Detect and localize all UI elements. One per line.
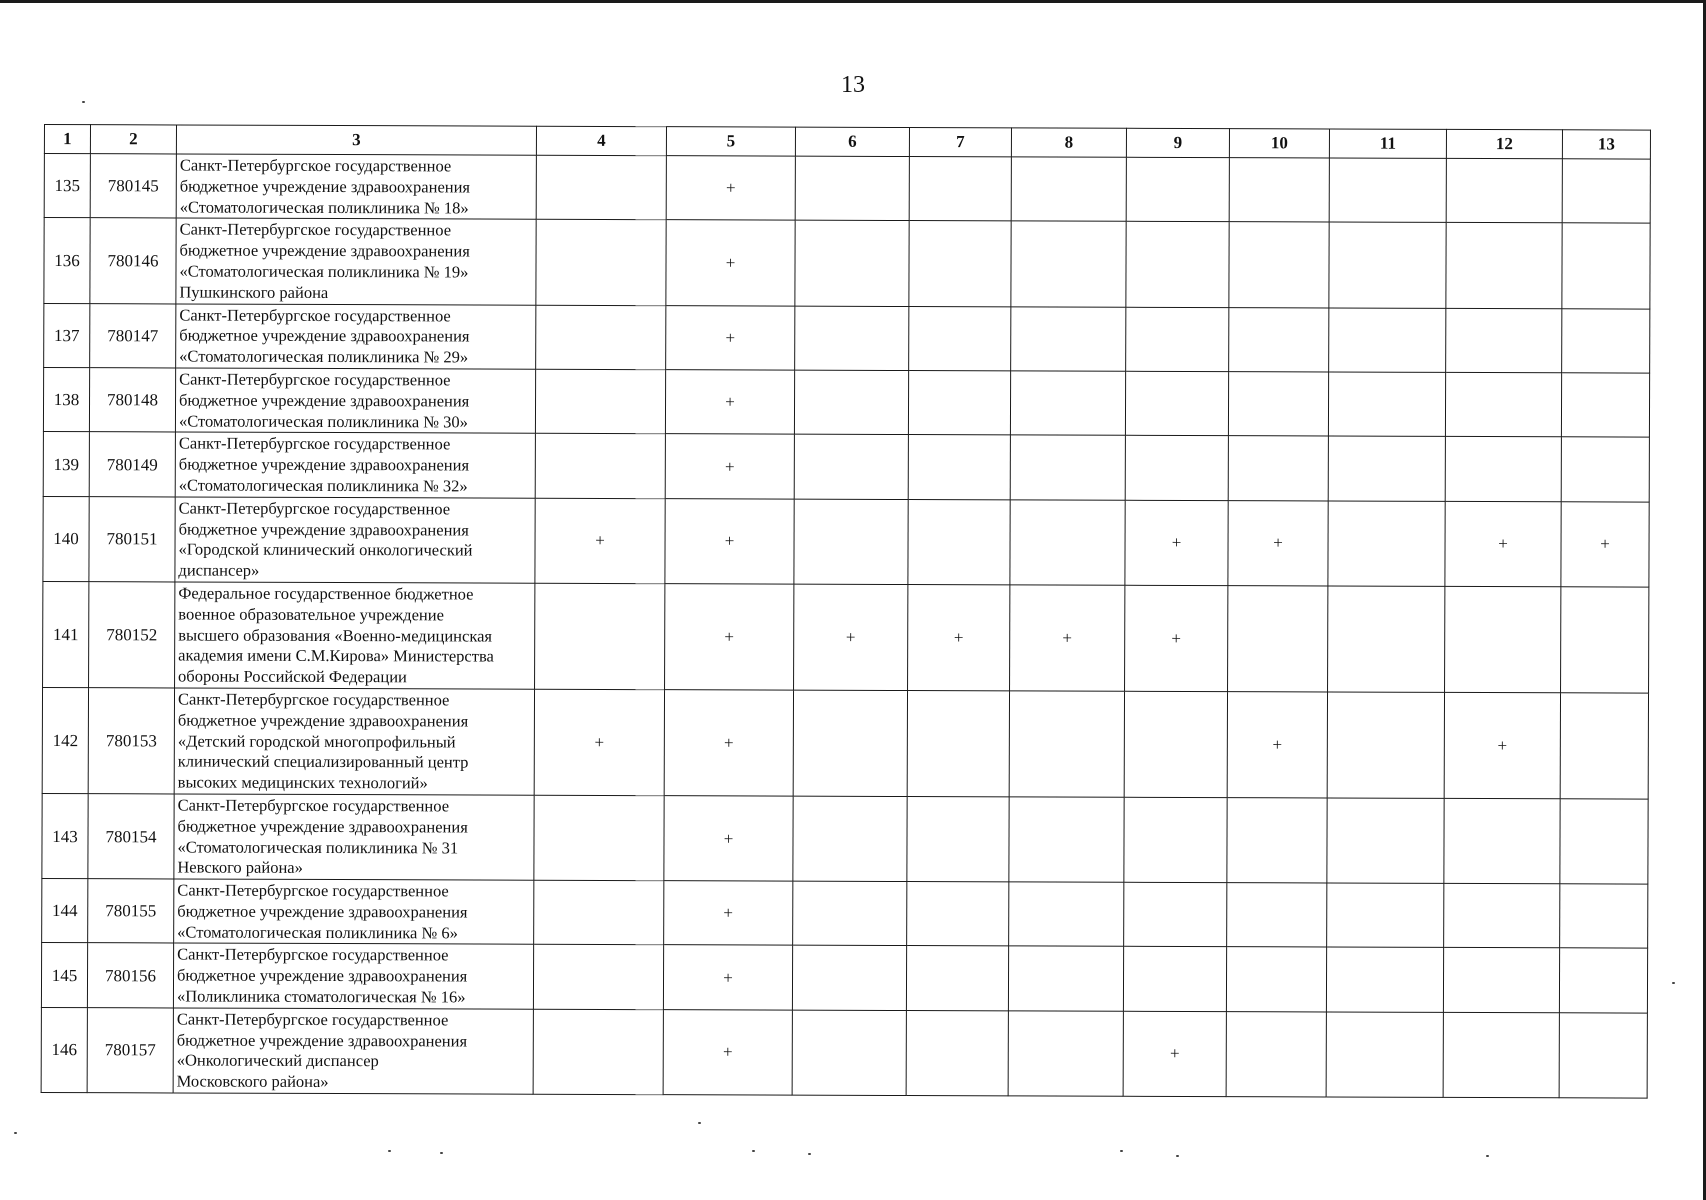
mark-cell xyxy=(908,435,1010,500)
organization-name-cell: Санкт-Петербургское государственное бюджетное учреждение здравоохранения «Стоматологическая поликлиника № 32» xyxy=(175,432,535,498)
registry-code-cell: 780154 xyxy=(88,794,174,879)
mark-cell: + xyxy=(1123,1011,1226,1097)
mark-cell: + xyxy=(665,434,794,499)
mark-cell xyxy=(1227,798,1327,884)
mark-cell xyxy=(906,946,1008,1011)
mark-cell: + xyxy=(666,156,795,221)
mark-cell: + xyxy=(666,220,795,306)
mark-cell xyxy=(1443,948,1559,1013)
mark-cell xyxy=(1562,308,1650,373)
mark-cell xyxy=(536,220,666,306)
mark-cell xyxy=(1445,586,1561,692)
organization-name-cell: Санкт-Петербургское государственное бюджетное учреждение здравоохранения «Стоматологическая поликлиника № 29» xyxy=(176,304,536,370)
mark-cell xyxy=(1444,798,1560,884)
col-header: 13 xyxy=(1562,130,1650,159)
organization-name-cell: Санкт-Петербургское государственное бюджетное учреждение здравоохранения «Городской клинический онкологический диспансер» xyxy=(175,497,535,583)
mark-cell xyxy=(1443,1012,1559,1098)
scan-speck xyxy=(82,101,85,103)
mark-cell xyxy=(1011,221,1126,307)
mark-cell: + xyxy=(1228,500,1328,586)
mark-cell: + xyxy=(1561,502,1649,587)
mark-cell xyxy=(794,370,908,435)
mark-cell xyxy=(1327,692,1444,798)
registry-code-cell: 780156 xyxy=(87,943,173,1008)
mark-cell xyxy=(1229,307,1329,372)
col-header: 4 xyxy=(536,126,666,155)
scan-speck xyxy=(1672,982,1675,984)
mark-cell xyxy=(908,499,1010,585)
mark-cell xyxy=(909,306,1011,371)
col-header: 9 xyxy=(1126,128,1229,157)
mark-cell xyxy=(907,882,1009,947)
registry-code-cell: 780145 xyxy=(90,154,176,219)
registry-code-cell: 780148 xyxy=(89,368,175,433)
mark-cell xyxy=(1229,222,1329,308)
row-number-cell: 137 xyxy=(44,303,90,368)
mark-cell: + xyxy=(663,945,792,1010)
mark-cell: + xyxy=(908,584,1010,690)
scan-speck xyxy=(14,1132,17,1134)
mark-cell xyxy=(1011,306,1126,371)
mark-cell xyxy=(794,434,908,499)
page-number: 13 xyxy=(841,72,865,98)
registry-code-cell: 780147 xyxy=(90,303,176,368)
row-number-cell: 140 xyxy=(43,496,89,581)
mark-cell: + xyxy=(534,689,664,795)
organization-name-cell: Санкт-Петербургское государственное бюджетное учреждение здравоохранения «Поликлиника стоматологическая № 16» xyxy=(173,943,533,1009)
row-number-cell: 142 xyxy=(42,687,88,793)
mark-cell xyxy=(1126,157,1229,222)
mark-cell xyxy=(1561,437,1649,502)
mark-cell xyxy=(1126,222,1229,308)
mark-cell xyxy=(535,583,665,689)
mark-cell xyxy=(1123,947,1226,1012)
mark-cell xyxy=(1561,587,1649,693)
table-row xyxy=(41,943,1647,1013)
table-row xyxy=(43,581,1649,693)
table-row xyxy=(43,496,1649,587)
scan-edge-top xyxy=(0,0,1706,3)
mark-cell: + xyxy=(665,370,794,435)
mark-cell: + xyxy=(666,305,795,370)
row-number-cell: 146 xyxy=(41,1007,87,1092)
organization-name-cell: Санкт-Петербургское государственное бюджетное учреждение здравоохранения «Стоматологическая поликлиника № 18» xyxy=(176,154,536,220)
row-number-cell: 144 xyxy=(42,879,88,944)
mark-cell xyxy=(908,370,1010,435)
mark-cell: + xyxy=(665,498,794,584)
mark-cell xyxy=(534,795,664,881)
mark-cell xyxy=(793,690,907,796)
organization-name-cell: Санкт-Петербургское государственное бюджетное учреждение здравоохранения «Стоматологическая поликлиника № 31 Невского района» xyxy=(174,794,534,880)
mark-cell xyxy=(1125,436,1228,501)
col-header: 12 xyxy=(1446,129,1562,158)
mark-cell xyxy=(1329,222,1446,308)
mark-cell xyxy=(534,880,664,945)
col-header: 5 xyxy=(666,127,795,156)
mark-cell xyxy=(794,499,908,585)
mark-cell: + xyxy=(664,796,793,882)
mark-cell xyxy=(1228,436,1328,501)
mark-cell xyxy=(1011,157,1126,222)
registry-code-cell: 780157 xyxy=(87,1008,173,1093)
mark-cell: + xyxy=(1445,501,1561,587)
mark-cell xyxy=(536,305,666,370)
mark-cell: + xyxy=(664,881,793,946)
col-header: 7 xyxy=(909,128,1011,157)
row-number-cell: 136 xyxy=(44,218,90,303)
scan-speck xyxy=(440,1152,443,1154)
mark-cell xyxy=(1329,308,1446,373)
mark-cell xyxy=(1445,437,1561,502)
mark-cell xyxy=(1559,1013,1647,1098)
mark-cell xyxy=(536,155,666,220)
registry-code-cell: 780153 xyxy=(88,688,174,794)
mark-cell xyxy=(1124,882,1227,947)
organization-name-cell: Санкт-Петербургское государственное бюджетное учреждение здравоохранения «Стоматологическая поликлиника № 19» Пушкинского района xyxy=(176,218,536,304)
table-row xyxy=(42,879,1648,949)
scan-speck xyxy=(1120,1150,1123,1152)
mark-cell: + xyxy=(794,584,908,690)
mark-cell: + xyxy=(1444,692,1560,798)
mark-cell xyxy=(795,156,909,221)
mark-cell: + xyxy=(1125,500,1228,586)
col-header: 3 xyxy=(176,125,536,155)
organization-name-cell: Федеральное государственное бюджетное военное образовательное учреждение высшего образования «Военно-медицинская академия имени С.М.Кирова» Министерства обороны Российской Федерации xyxy=(175,582,535,689)
table-row xyxy=(41,1007,1647,1098)
mark-cell xyxy=(1009,691,1124,797)
table-row xyxy=(43,432,1649,502)
organization-name-cell: Санкт-Петербургское государственное бюджетное учреждение здравоохранения «Детский городской многопрофильный клинический специализированный центр высоких медицинских технологий» xyxy=(174,688,534,795)
register-body xyxy=(41,154,1650,1099)
row-number-cell: 143 xyxy=(42,793,88,878)
mark-cell xyxy=(1226,1012,1326,1098)
mark-cell xyxy=(1560,884,1648,949)
mark-cell xyxy=(1446,308,1562,373)
mark-cell: + xyxy=(665,584,794,690)
table-row xyxy=(44,218,1650,309)
mark-cell xyxy=(1228,372,1328,437)
scan-speck xyxy=(1486,1155,1489,1157)
mark-cell: + xyxy=(664,690,793,796)
mark-cell xyxy=(1010,500,1125,586)
registry-code-cell: 780155 xyxy=(88,879,174,944)
mark-cell xyxy=(1326,1012,1443,1098)
mark-cell xyxy=(1328,586,1445,692)
mark-cell xyxy=(1445,372,1561,437)
scan-speck xyxy=(698,1122,701,1124)
mark-cell xyxy=(1228,586,1328,692)
mark-cell xyxy=(535,369,665,434)
mark-cell xyxy=(909,221,1011,307)
table-row xyxy=(44,154,1650,224)
mark-cell xyxy=(793,881,907,946)
mark-cell xyxy=(535,434,665,499)
row-number-cell: 141 xyxy=(43,581,89,687)
mark-cell xyxy=(1327,883,1444,948)
mark-cell xyxy=(795,306,909,371)
mark-cell xyxy=(1227,883,1327,948)
mark-cell xyxy=(1009,797,1124,883)
col-header: 2 xyxy=(90,125,176,154)
table-row xyxy=(42,687,1648,799)
mark-cell xyxy=(1226,947,1326,1012)
col-header: 1 xyxy=(44,125,90,154)
table-row xyxy=(44,303,1650,373)
mark-cell xyxy=(1326,947,1443,1012)
mark-cell xyxy=(1446,223,1562,309)
mark-cell xyxy=(1444,883,1560,948)
registry-code-cell: 780151 xyxy=(89,496,175,581)
organization-name-cell: Санкт-Петербургское государственное бюджетное учреждение здравоохранения «Стоматологическая поликлиника № 6» xyxy=(174,879,534,945)
registry-code-cell: 780152 xyxy=(89,582,175,688)
mark-cell: + xyxy=(1227,692,1327,798)
mark-cell xyxy=(1560,799,1648,884)
mark-cell xyxy=(1446,158,1562,223)
register-table xyxy=(41,124,1651,1099)
mark-cell xyxy=(1562,159,1650,224)
scan-speck xyxy=(388,1150,391,1152)
mark-cell xyxy=(1009,882,1124,947)
mark-cell: + xyxy=(1125,585,1228,691)
mark-cell xyxy=(907,690,1009,796)
row-number-cell: 139 xyxy=(43,432,89,497)
mark-cell xyxy=(533,945,663,1010)
row-number-cell: 138 xyxy=(43,367,89,432)
mark-cell: + xyxy=(1010,585,1125,691)
mark-cell xyxy=(1126,307,1229,372)
mark-cell xyxy=(1010,435,1125,500)
scan-speck xyxy=(808,1153,811,1155)
mark-cell xyxy=(907,796,1009,882)
mark-cell xyxy=(1327,798,1444,884)
mark-cell xyxy=(909,157,1011,222)
mark-cell xyxy=(1328,372,1445,437)
mark-cell xyxy=(906,1010,1008,1096)
mark-cell xyxy=(1329,158,1446,223)
row-number-cell: 145 xyxy=(41,943,87,1008)
mark-cell xyxy=(1010,371,1125,436)
mark-cell xyxy=(1561,373,1649,438)
mark-cell xyxy=(1125,371,1228,436)
col-header: 8 xyxy=(1011,128,1126,157)
table-row xyxy=(43,367,1649,437)
registry-code-cell: 780149 xyxy=(89,432,175,497)
mark-cell xyxy=(1124,691,1227,797)
scan-speck xyxy=(752,1150,755,1152)
mark-cell xyxy=(1562,223,1650,308)
registry-code-cell: 780146 xyxy=(90,218,176,303)
mark-cell xyxy=(1559,948,1647,1013)
mark-cell xyxy=(792,946,906,1011)
mark-cell xyxy=(1328,436,1445,501)
mark-cell xyxy=(793,796,907,882)
mark-cell xyxy=(1328,501,1445,587)
col-header: 10 xyxy=(1229,129,1329,158)
organization-name-cell: Санкт-Петербургское государственное бюджетное учреждение здравоохранения «Стоматологическая поликлиника № 30» xyxy=(175,368,535,434)
mark-cell xyxy=(1560,693,1648,799)
mark-cell xyxy=(792,1010,906,1096)
mark-cell xyxy=(795,221,909,307)
row-number-cell: 135 xyxy=(44,154,90,219)
mark-cell: + xyxy=(535,498,665,584)
table-row xyxy=(42,793,1648,884)
mark-cell: + xyxy=(663,1010,792,1096)
mark-cell xyxy=(1124,797,1227,883)
col-header: 6 xyxy=(795,127,909,156)
organization-name-cell: Санкт-Петербургское государственное бюджетное учреждение здравоохранения «Онкологический диспансер Московского района» xyxy=(173,1008,533,1094)
scan-speck xyxy=(1176,1155,1179,1157)
col-header: 11 xyxy=(1329,129,1446,158)
mark-cell xyxy=(1008,946,1123,1011)
mark-cell xyxy=(1229,158,1329,223)
mark-cell xyxy=(1008,1011,1123,1097)
mark-cell xyxy=(533,1009,663,1095)
